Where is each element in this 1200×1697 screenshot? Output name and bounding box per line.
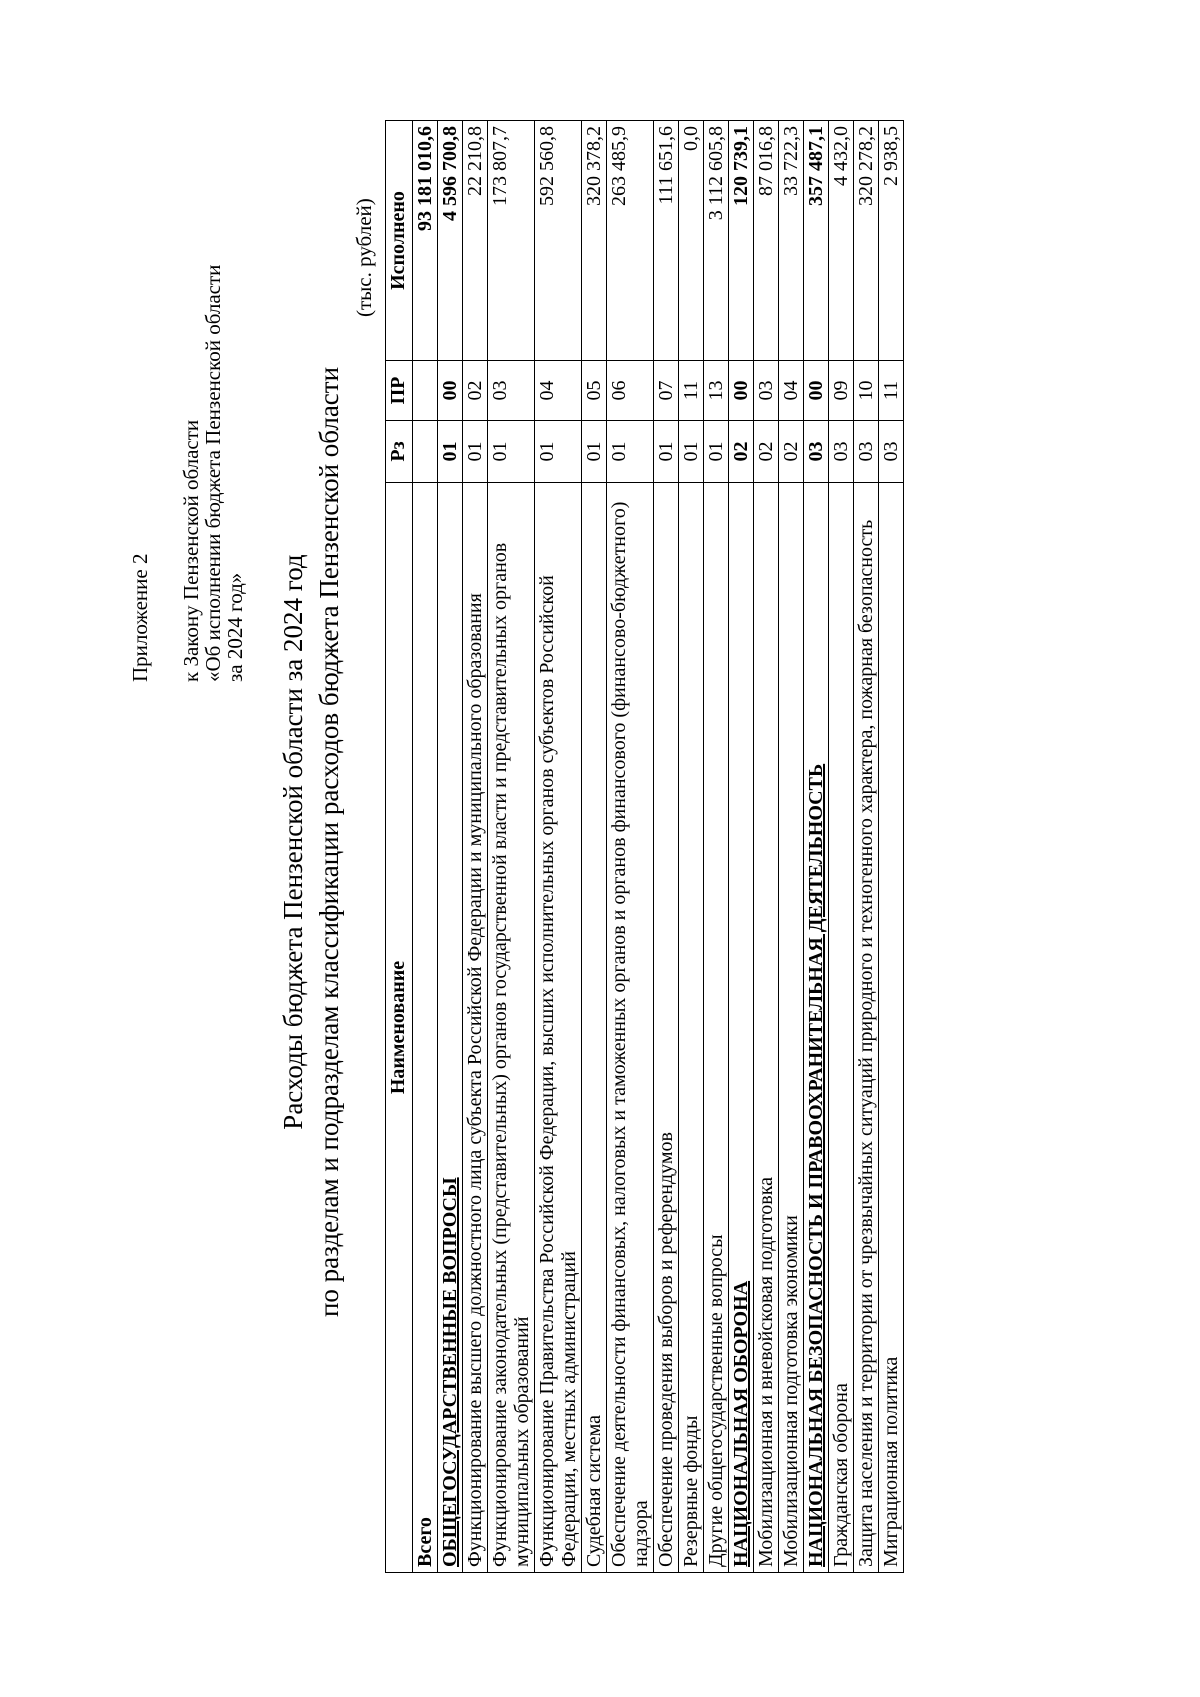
law-reference [180,265,246,682]
row-amount-cell: 4 432,0 [829,121,854,361]
row-amount-cell: 120 739,1 [729,121,754,361]
row-pr-cell: 04 [535,361,582,421]
row-amount-cell: 3 112 605,8 [704,121,729,361]
row-rz-cell: 01 [679,421,704,483]
row-name-cell: Миграционная политика [879,483,904,1573]
row-amount-cell: 33 722,3 [779,121,804,361]
row-name-cell: Защита населения и территории от чрезвычайных ситуаций природного и техногенного характера, пожарная безопасность [854,483,879,1573]
row-rz-cell: 01 [654,421,679,483]
row-name-cell: Судебная система [582,483,607,1573]
row-pr-cell: 10 [854,361,879,421]
row-pr-cell: 00 [729,361,754,421]
row-amount-cell: 0,0 [679,121,704,361]
table-row [607,121,654,1573]
row-name-cell: Мобилизационная подготовка экономики [779,483,804,1573]
title-line: Расходы бюджета Пензенской области за 2024 год [278,554,308,1130]
row-name-cell: Резервные фонды [679,483,704,1573]
row-rz-cell: 03 [879,421,904,483]
row-name-cell: Обеспечение деятельности финансовых, налоговых и таможенных органов и органов финансового (финансово-бюджетного) надзора [607,483,654,1573]
row-pr-cell: 02 [463,361,488,421]
row-pr-cell: 11 [679,361,704,421]
expenditure-table [385,120,904,1573]
header-name: Наименование [386,483,413,1573]
row-rz-cell: 02 [779,421,804,483]
row-rz-cell: 03 [854,421,879,483]
row-amount-cell: 263 485,9 [607,121,654,361]
row-rz-cell: 01 [607,421,654,483]
table-row [854,121,879,1573]
table-header-row [386,121,413,1573]
row-rz-cell: 03 [829,421,854,483]
row-name-cell: Функционирование законодательных (представительных) органов государственной власти и представительных органов муниципальных образований [488,483,535,1573]
row-amount-cell: 320 378,2 [582,121,607,361]
table-row [879,121,904,1573]
row-name-cell: Гражданская оборона [829,483,854,1573]
row-name-cell: Обеспечение проведения выборов и референдумов [654,483,679,1573]
row-rz-cell: 02 [754,421,779,483]
row-pr-cell: 13 [704,361,729,421]
table-row [704,121,729,1573]
row-pr-cell: 06 [607,361,654,421]
row-rz-cell: 01 [582,421,607,483]
row-pr-cell: 03 [754,361,779,421]
table-row [679,121,704,1573]
row-rz-cell: 02 [729,421,754,483]
row-name-cell: Функционирование Правительства Российской Федерации, высших исполнительных органов субъектов Российской Федерации, местных администраций [535,483,582,1573]
row-rz-cell: 01 [463,421,488,483]
total-row [413,121,438,1573]
row-name-cell: ОБЩЕГОСУДАРСТВЕННЫЕ ВОПРОСЫ [438,483,463,1573]
row-rz-cell: 03 [804,421,829,483]
row-amount-cell: 22 210,8 [463,121,488,361]
table-row [582,121,607,1573]
law-reference-line: к Закону Пензенской области [179,419,203,682]
table-row [654,121,679,1573]
row-pr-cell: 09 [829,361,854,421]
row-pr-cell: 07 [654,361,679,421]
table-row [829,121,854,1573]
row-name-cell: Функционирование высшего должностного лица субъекта Российской Федерации и муниципального образования [463,483,488,1573]
appendix-label: Приложение 2 [128,553,152,682]
row-rz-cell: 01 [438,421,463,483]
row-pr-cell: 00 [804,361,829,421]
row-amount-cell: 93 181 010,6 [413,121,438,361]
row-pr-cell: 11 [879,361,904,421]
row-rz-cell: 01 [704,421,729,483]
table-row [488,121,535,1573]
table-row [779,121,804,1573]
header-amount: Исполнено [386,121,413,361]
row-name-cell: НАЦИОНАЛЬНАЯ ОБОРОНА [729,483,754,1573]
row-amount-cell: 111 651,6 [654,121,679,361]
row-amount-cell: 173 807,7 [488,121,535,361]
law-reference-line: за 2024 год» [223,572,247,682]
row-name-cell: НАЦИОНАЛЬНАЯ БЕЗОПАСНОСТЬ И ПРАВООХРАНИТЕЛЬНАЯ ДЕЯТЕЛЬНОСТЬ [804,483,829,1573]
row-pr-cell: 03 [488,361,535,421]
header-rz: Рз [386,421,413,483]
row-rz-cell [413,421,438,483]
row-amount-cell: 87 016,8 [754,121,779,361]
title-line: по разделам и подразделам классификации расходов бюджета Пензенской области [314,366,344,1318]
row-amount-cell: 4 596 700,8 [438,121,463,361]
row-amount-cell: 357 487,1 [804,121,829,361]
row-amount-cell: 2 938,5 [879,121,904,361]
row-rz-cell: 01 [535,421,582,483]
table-row [535,121,582,1573]
row-name-cell: Другие общегосударственные вопросы [704,483,729,1573]
section-row [729,121,754,1573]
row-amount-cell: 592 560,8 [535,121,582,361]
row-pr-cell [413,361,438,421]
header-pr: ПР [386,361,413,421]
row-name-cell: Мобилизационная и вневойсковая подготовка [754,483,779,1573]
table-row [463,121,488,1573]
units-note: (тыс. рублей) [352,198,376,317]
row-name-cell: Всего [413,483,438,1573]
row-pr-cell: 04 [779,361,804,421]
table-body [413,121,904,1573]
table-row [754,121,779,1573]
law-reference-line: «Об исполнении бюджета Пензенской области [201,264,225,682]
row-rz-cell: 01 [488,421,535,483]
row-pr-cell: 05 [582,361,607,421]
document-title [275,177,347,1507]
section-row [438,121,463,1573]
section-row [804,121,829,1573]
row-amount-cell: 320 278,2 [854,121,879,361]
row-pr-cell: 00 [438,361,463,421]
